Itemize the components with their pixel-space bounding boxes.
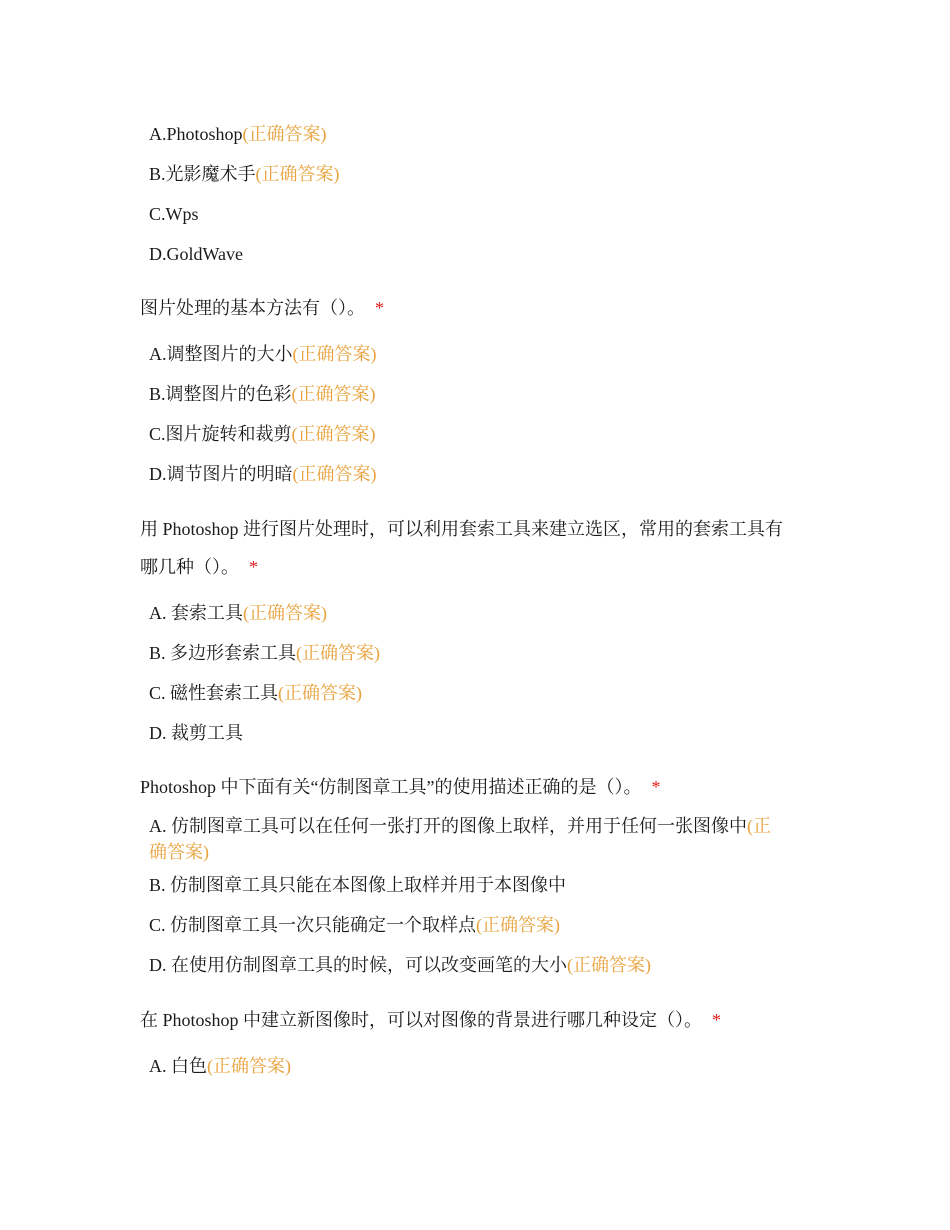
option-text: A.Photoshop xyxy=(149,124,243,144)
option-text: C. 仿制图章工具一次只能确定一个取样点 xyxy=(149,915,477,935)
option-q3-d[interactable] xyxy=(149,720,809,746)
option-q2-b[interactable] xyxy=(149,381,809,407)
option-text: A. 白色 xyxy=(149,1056,207,1076)
question-text: 图片处理的基本方法有（）。 xyxy=(140,298,365,318)
option-text: B. 多边形套索工具 xyxy=(149,643,297,663)
option-q4-b[interactable] xyxy=(149,872,809,898)
correct-answer-label: (正确答案) xyxy=(292,344,377,364)
option-q1-b[interactable] xyxy=(149,161,809,187)
option-q5-a[interactable] xyxy=(149,1053,809,1079)
correct-answer-label: (正 xyxy=(747,816,771,836)
option-q2-a[interactable] xyxy=(149,341,809,367)
option-text: D. 在使用仿制图章工具的时候，可以改变画笔的大小 xyxy=(149,955,567,975)
option-text: C.Wps xyxy=(149,204,199,224)
option-q3-a[interactable] xyxy=(149,600,809,626)
question-title xyxy=(140,768,820,806)
correct-answer-label: (正确答案) xyxy=(242,124,327,144)
required-marker: * xyxy=(712,1010,722,1030)
required-marker: * xyxy=(249,557,258,577)
correct-answer-label: (正确答案) xyxy=(207,1056,291,1076)
question-text-line2: 哪几种（）。 xyxy=(140,557,239,577)
correct-answer-label-continued: 确答案) xyxy=(149,842,209,862)
option-q4-a[interactable] xyxy=(149,813,809,865)
correct-answer-label: (正确答案) xyxy=(476,915,561,935)
option-text: A. 仿制图章工具可以在任何一张打开的图像上取样，并用于任何一张图像中 xyxy=(149,816,747,836)
option-text: C.图片旋转和裁剪 xyxy=(149,424,292,444)
option-text: C. 磁性套索工具 xyxy=(149,683,279,703)
correct-answer-label: (正确答案) xyxy=(567,955,651,975)
option-q2-c[interactable] xyxy=(149,421,809,447)
required-marker: * xyxy=(651,777,661,797)
option-text: B.调整图片的色彩 xyxy=(149,384,292,404)
option-text: B.光影魔术手 xyxy=(149,164,256,184)
option-q1-a[interactable] xyxy=(149,121,809,147)
option-q2-d[interactable] xyxy=(149,461,809,487)
option-q1-c[interactable] xyxy=(149,201,809,227)
correct-answer-label: (正确答案) xyxy=(291,384,376,404)
option-q4-d[interactable] xyxy=(149,952,809,978)
option-q1-d[interactable] xyxy=(149,241,809,267)
option-text: A. 套索工具 xyxy=(149,603,243,623)
correct-answer-label: (正确答案) xyxy=(296,643,381,663)
option-text: A.调整图片的大小 xyxy=(149,344,293,364)
question-title-continued xyxy=(140,548,820,586)
question-title xyxy=(140,1001,820,1039)
option-q3-c[interactable] xyxy=(149,680,809,706)
question-text: 在 Photoshop 中建立新图像时，可以对图像的背景进行哪几种设定（）。 xyxy=(140,1010,703,1030)
question-text-line1: 用 Photoshop 进行图片处理时，可以利用套索工具来建立选区，常用的套索工具有 xyxy=(140,519,784,539)
question-title xyxy=(140,510,820,548)
correct-answer-label: (正确答案) xyxy=(278,683,363,703)
option-text: B. 仿制图章工具只能在本图像上取样并用于本图像中 xyxy=(149,875,567,895)
option-text: D. 裁剪工具 xyxy=(149,723,243,743)
option-text: D.调节图片的明暗 xyxy=(149,464,293,484)
question-text: Photoshop 中下面有关“仿制图章工具”的使用描述正确的是（）。 xyxy=(140,777,642,797)
correct-answer-label: (正确答案) xyxy=(243,603,327,623)
option-q3-b[interactable] xyxy=(149,640,809,666)
required-marker: * xyxy=(375,298,384,318)
correct-answer-label: (正确答案) xyxy=(291,424,376,444)
question-title xyxy=(140,289,820,327)
option-q4-c[interactable] xyxy=(149,912,809,938)
correct-answer-label: (正确答案) xyxy=(255,164,340,184)
option-text: D.GoldWave xyxy=(149,244,244,264)
correct-answer-label: (正确答案) xyxy=(292,464,377,484)
